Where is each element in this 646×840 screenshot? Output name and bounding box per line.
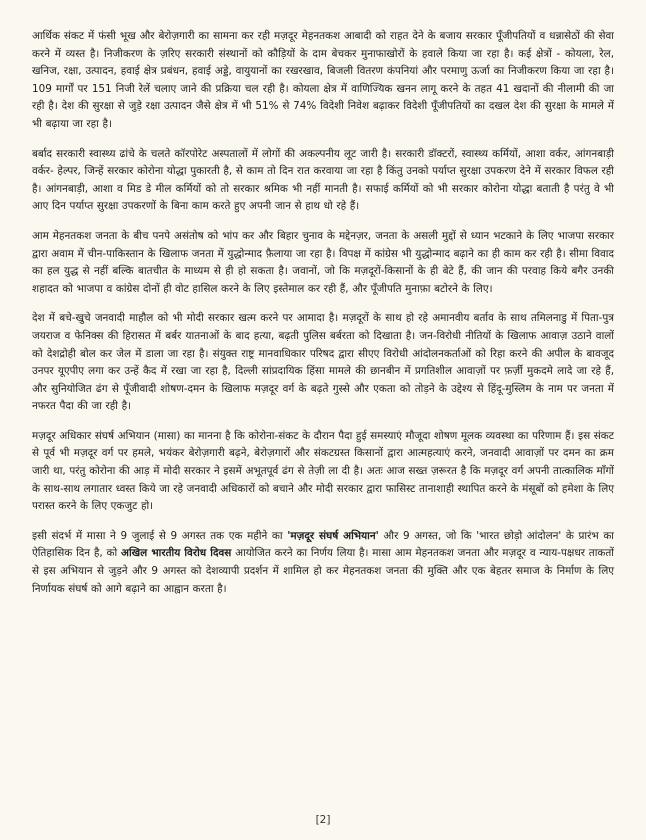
- campaign-name: 'मज़दूर संघर्ष अभियान': [287, 529, 379, 542]
- campaign-text-3: आयोजित करने का निर्णय लिया है। मासा आम मेहनतकश जनता और मज़दूर व न्याय-पक्षधर ताकतों से इस अभियान से जुड़ने और 9 अगस्त को देशव्यापी प्रदर्शन में शामिल हो कर मेहनतकश जनता की मुक्ति और एक बेहतर समाज के निर्माण के लिए निर्णायक संघर्ष को आगे बढ़ाने का आह्वान करता है।: [32, 547, 614, 595]
- campaign-text-2: और 9 अगस्त, जो कि 'भारत छोड़ो आंदोलन' के प्रारंभ का ऐतिहासिक दिन है, को: [32, 529, 614, 560]
- protest-day-name: अखिल भारतीय विरोध दिवस: [121, 547, 232, 560]
- page-number: [2]: [315, 814, 331, 826]
- paragraph-democratic-rights: देश में बचे-खुचे जनवादी माहौल को भी मोदी सरकार खत्म करने पर आमादा है। मज़दूरों के साथ हो रहे अमानवीय बर्ताव के साथ तमिलनाडु में पिता-पुत्र जयराज व फेनिक्स की हिरासत में बर्बर यातनाओं के बाद हत्या, बढ़ती पुलिस बर्बरता को दिखाता है। जन-विरोधी नीतियों के खिलाफ आवाज़ उठाने वालों को देशद्रोही बोल कर जेल में डाला जा रहा है। संयुक्त राष्ट्र मानवाधिकार परिषद द्वारा सीएए विरोधी आंदोलनकर्ताओं को रिहा करने की अपील के बावजूद उनपर यूएपीए लगा कर उन्हें कैद में रखा जा रहा है, दिल्ली सांप्रदायिक हिंसा मामले की छानबीन में प्रगतिशील आवाज़ों पर फ़र्ज़ी मुकदमे लादे जा रहे हैं, और सुनियोजित ढंग से पूँजीवादी शोषण-दमन के खिलाफ मज़दूर वर्ग के बढ़ते गुस्से और एकता को तोड़ने के उद्देश्य से हिंदू-मुस्लिम के नाम पर जनता में नफरत पैदा की जा रही है।: [32, 312, 614, 413]
- paragraph-health-system: बर्बाद सरकारी स्वास्थ्य ढांचे के चलते कॉरपोरेट अस्पतालों में लोगों की अकल्पनीय लूट जारी है। सरकारी डॉक्टरों, स्वास्थ्य कर्मियों, आशा वर्कर, आंगनबाड़ी वर्कर- हेल्पर, जिन्हें सरकार कोरोना योद्धा पुकारती है, से काम तो दिन रात करवाया जा रहा है किंतु उनको पर्याप्त सुरक्षा उपकरण देने में सरकार विफल रही है। आंगनबाड़ी, आशा व मिड डे मील कर्मियों को तो सरकार श्रमिक भी नहीं मानती है। सफाई कर्मियों को भी सरकार कोरोना योद्धा बताती है परंतु वे भी आए दिन पर्याप्त सुरक्षा उपकरणों के बिना काम करते हुए अपनी जान से हाथ धो रहे हैं।: [32, 147, 614, 213]
- paragraph-privatization: आर्थिक संकट में फंसी भूख और बेरोज़गारी का सामना कर रही मज़दूर मेहनतकश आबादी को राहत देने के बजाय सरकार पूँजीपतियों व धन्नासेठों की सेवा करने में व्यस्त है। निजीकरण के ज़रिए सरकारी संस्थानों को कौड़ियों के दाम बेचकर मुनाफाखोरों के हवाले किया जा रहा है। कई क्षेत्रों - कोयला, रेल, खनिज, रक्षा, उत्पादन, हवाई क्षेत्र प्रबंधन, हवाई अड्डे, वायुयानों का रखरखाव, बिजली वितरण कंपनियां और परमाणु ऊर्जा का निजीकरण किया जा रहा है। 109 मार्गों पर 151 निजी रेलें चलाए जाने की प्रक्रिया चल रही है। कोयला क्षेत्र में वाणिज्यिक खनन लागू करने के तहत 41 खदानों की नीलामी की जा रही है। देश की सुरक्षा से जुड़े रक्षा उत्पादन जैसे क्षेत्र में भी 51% से 74% विदेशी निवेश बढ़ाकर विदेशी पूँजीपतियों का दखल देश की सुरक्षा के मामले में भी बढ़ाया जा रहा है।: [32, 30, 614, 130]
- campaign-text-1: इसी संदर्भ में मासा ने 9 जुलाई से 9 अगस्त तक एक महीने का: [32, 529, 288, 542]
- paragraph-war-hysteria: आम मेहनतकश जनता के बीच पनपे असंतोष को भांप कर और बिहार चुनाव के मद्देनज़र, जनता के असली मुद्दों से ध्यान भटकाने के लिए भाजपा सरकार द्वारा अवाम में चीन-पाकिस्तान के खिलाफ जनता में युद्धोन्माद फ़ैलाया जा रहा है। विपक्ष में कांग्रेस भी युद्धोन्माद बढ़ाने का ही काम कर रही है। सीमा विवाद का हल युद्ध से नहीं बल्कि बातचीत के माध्यम से ही हो सकता है। जवानों, जो कि मज़दूरों-किसानों के ही बेटे हैं, की जान की परवाह किये बगैर उनकी शहादत को भाजपा व कांग्रेस दोनों ही वोट हासिल करने के लिए इस्तेमाल कर रही हैं, और पूँजीपति मुनाफ़ा बटोरने के लिए।: [32, 229, 614, 295]
- paragraph-masa-view: मज़दूर अधिकार संघर्ष अभियान (मासा) का मानना है कि कोरोना-संकट के दौरान पैदा हुई समस्याएं मौजूदा शोषण मूलक व्यवस्था का परिणाम हैं। इस संकट से पूर्व भी मज़दूर वर्ग पर हमले, भयंकर बेरोज़गारी बढ़ने, बेरोज़गारों और संकटग्रस्त किसानों द्वारा आत्महत्याएं करने, जनवादी आवाज़ों पर दमन का क्रम जारी था, परंतु कोरोना की आड़ में मोदी सरकार ने इसमें अभूतपूर्व ढंग से तेज़ी ला दी है। अतः आज सख्त ज़रूरत है कि मज़दूर वर्ग अपनी तात्कालिक माँगों के साथ-साथ लगातार ध्वस्त किये जा रहे जनवादी अधिकारों को बचाने और मोदी सरकार द्वारा फासिस्ट तानाशाही स्थापित करने के मंसूबों को हमेशा के लिए परास्त करने के लिए एकजुट हो।: [32, 429, 614, 513]
- paragraph-campaign-call: [32, 528, 614, 598]
